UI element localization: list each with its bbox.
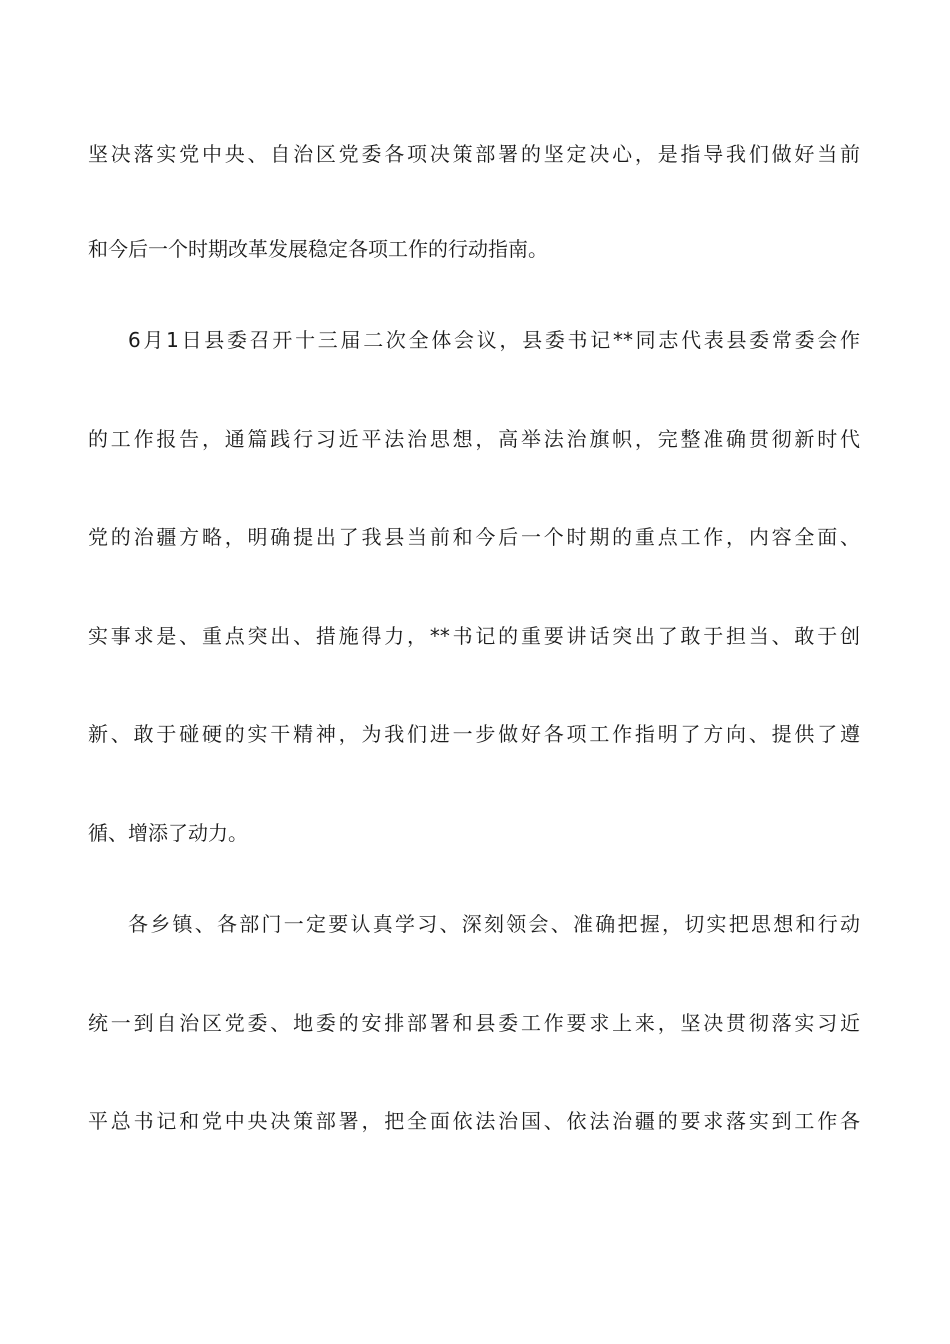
paragraph-2-line-4: 实事求是、重点突出、措施得力，**书记的重要讲话突出了敢于担当、敢于创 (88, 624, 860, 648)
paragraph-2-line-2: 的工作报告，通篇践行习近平法治思想，高举法治旗帜，完整准确贯彻新时代 (88, 427, 860, 451)
paragraph-3-line-1: 各乡镇、各部门一定要认真学习、深刻领会、准确把握，切实把思想和行动 (128, 912, 860, 936)
paragraph-2-line-5: 新、敢于碰硬的实干精神，为我们进一步做好各项工作指明了方向、提供了遵 (88, 722, 860, 746)
paragraph-2-line-1: 6月1日县委召开十三届二次全体会议，县委书记**同志代表县委常委会作 (128, 328, 860, 352)
paragraph-3-line-3: 平总书记和党中央决策部署，把全面依法治国、依法治疆的要求落实到工作各 (88, 1109, 860, 1133)
paragraph-2-line-6: 循、增添了动力。 (88, 821, 248, 845)
paragraph-1-line-1: 坚决落实党中央、自治区党委各项决策部署的坚定决心，是指导我们做好当前 (88, 142, 860, 166)
paragraph-1-line-2: 和今后一个时期改革发展稳定各项工作的行动指南。 (88, 237, 548, 261)
paragraph-2-line-3: 党的治疆方略，明确提出了我县当前和今后一个时期的重点工作，内容全面、 (88, 525, 860, 549)
paragraph-3-line-2: 统一到自治区党委、地委的安排部署和县委工作要求上来，坚决贯彻落实习近 (88, 1011, 860, 1035)
